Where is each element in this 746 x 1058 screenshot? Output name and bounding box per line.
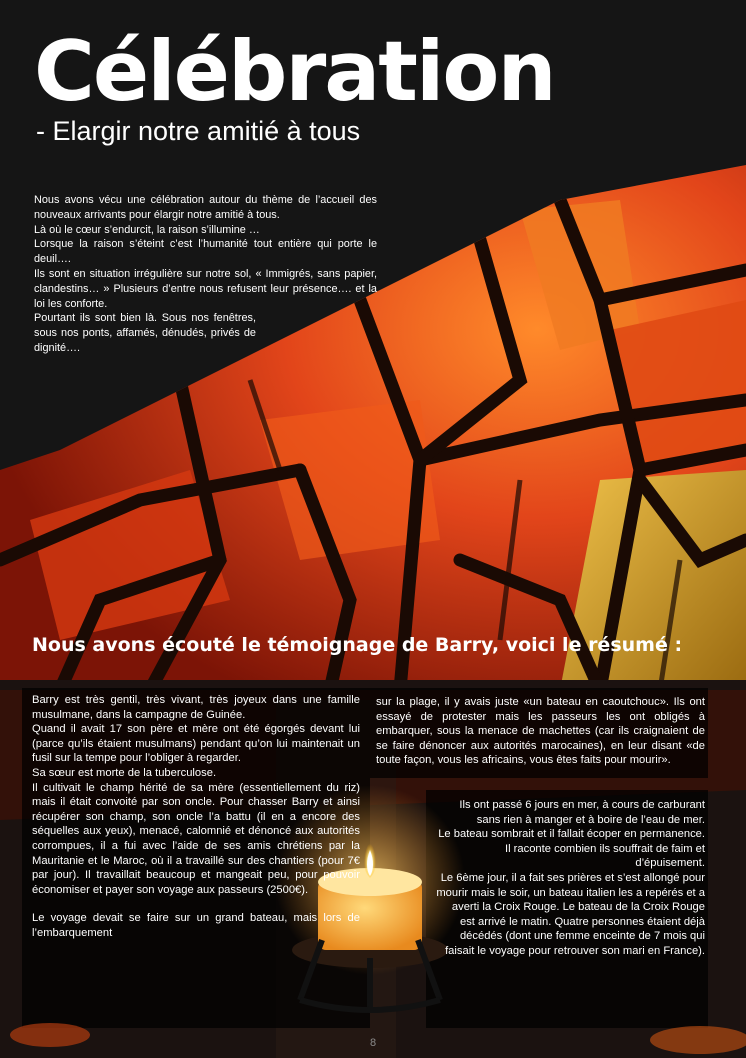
article-paragraph: Le 6ème jour, il a fait ses prières et s’est allongé pour mourir mais le soir, un bateau italien les a repérés et a averti la Croix Rouge. Le bateau de la Croix Rouge est arrivé le matin. Quatre personnes étaient déjà décédés (dont une femme enceinte de 7 mois qui faisait le voyage pour retrouver son mari en France). [436,871,705,957]
section-heading: Nous avons écouté le témoignage de Barry, voici le résumé : [32,634,683,656]
article-paragraph: Barry est très gentil, très vivant, très joyeux dans une famille musulmane, dans la campagne de Guinée. [32,694,360,721]
article-column-right-top [376,695,705,768]
intro-paragraph: Pourtant ils sont bien là. Sous nos fenêtres, sous nos ponts, affamés, dénudés, privés de dignité…. [34,312,256,354]
page-title: Célébration [34,23,555,120]
page-subtitle: - Elargir notre amitié à tous [36,116,361,146]
article-paragraph: sur la plage, il y avais juste «un bateau en caoutchouc». Ils ont essayé de protester mais les passeurs les ont obligés à embarquer, sous la menace de machettes (car ils craignaient de se faire dénoncer aux autorités marocaines), en leur disant «de toute façon, vous les africains, vous êtes faits pour mourir». [376,696,705,767]
article-paragraph: Sa sœur est morte de la tuberculose. [32,766,217,779]
article-paragraph: Le bateau sombrait et il fallait écoper en permanence. Il raconte combien ils souffrait de faim et d’épuisement. [438,828,705,870]
article-column-left [32,693,360,941]
intro-text [34,193,377,356]
intro-paragraph: Ils sont en situation irrégulière sur notre sol, « Immigrés, sans papier, clandestins… » Plusieurs d’entre nous refusent leur présence…. et la loi les conforte. [34,267,377,310]
article-column-right-bottom [436,798,705,959]
intro-paragraph: Là où le cœur s’endurcit, la raison s’illumine … [34,223,260,236]
intro-paragraph: Nous avons vécu une célébration autour du thème de l’accueil des nouveaux arrivants pour élargir notre amitié à tous. [34,194,377,221]
article-paragraph: Le voyage devait se faire sur un grand bateau, mais lors de l’embarquement [32,912,360,939]
intro-paragraph: Lorsque la raison s’éteint c’est l’humanité tout entière qui porte le deuil…. [34,238,377,266]
article-paragraph: Ils ont passé 6 jours en mer, à cours de carburant sans rien à manger et à boire de l’eau de mer. [459,799,705,826]
article-paragraph: Quand il avait 17 son père et mère ont été égorgés devant lui (parce qu’ils étaient musulmans) pendant qu’on lui maintenait un fusil sur la tempe pour l’obliger à regarder. [32,723,360,765]
article-paragraph: Il cultivait le champ hérité de sa mère (essentiellement du riz) mais il était convoité par son oncle. Pour chasser Barry et ainsi récupérer son champ, son oncle l’a battu (il en a encore des séquelles aux yeux), menacé, calomnié et dénoncé aux autorités corrompues, il a fui avec l’aide de ses amis chrétiens par la Mauritanie et le Maroc, où il a travaillé sur des chantiers (pour 7€ par jour). Il travaillait beaucoup et mangeait peu, pour pouvoir économiser et payer son voyage aux passeurs (2500€). [32,781,360,896]
page-number: 8 [369,1037,377,1049]
